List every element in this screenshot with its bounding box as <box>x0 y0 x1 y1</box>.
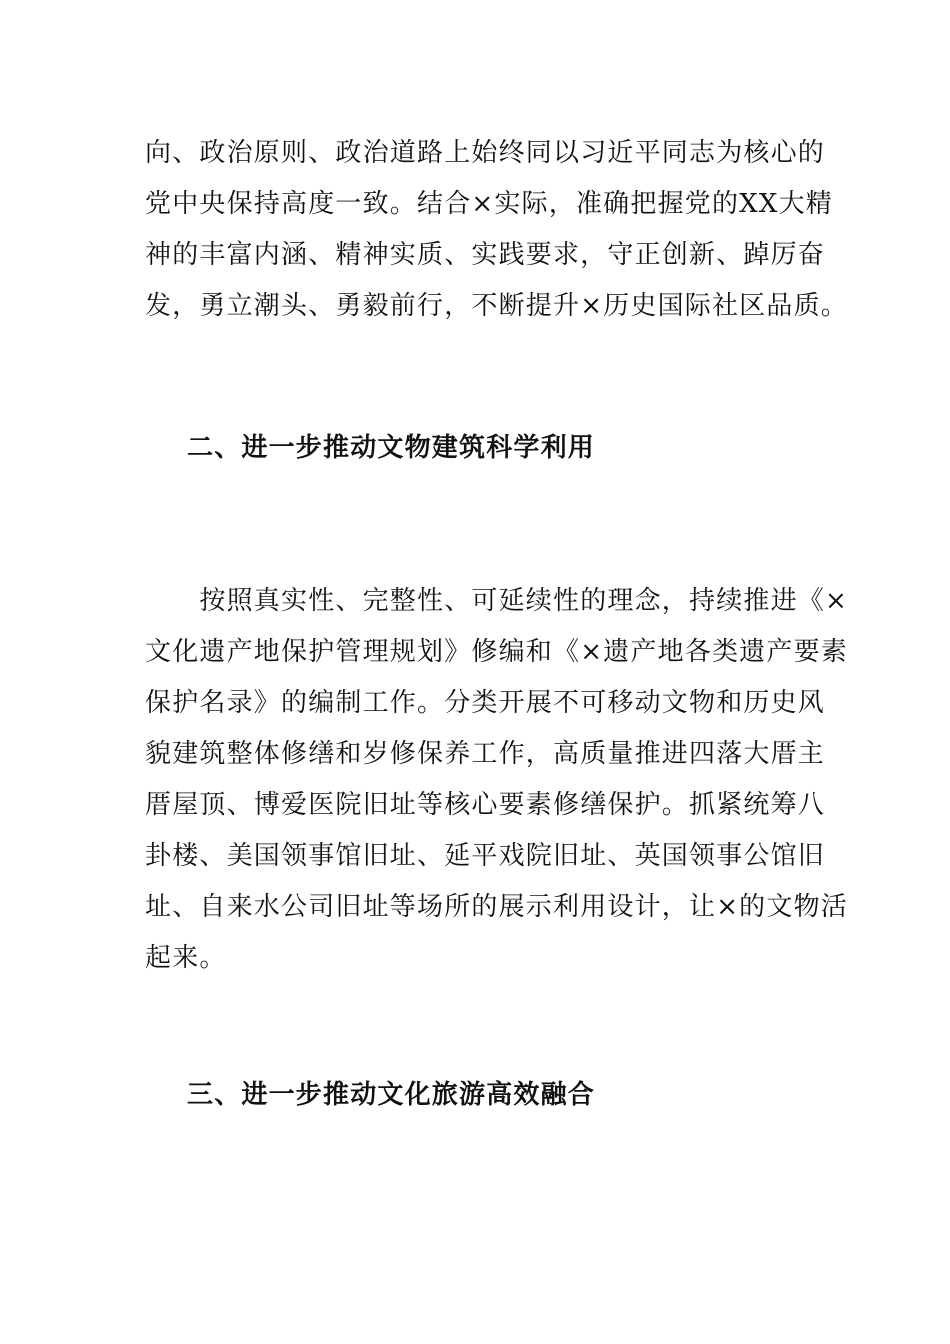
paragraph-party-alignment <box>145 128 848 332</box>
text-line: 神的丰富内涵、精神实质、实践要求，守正创新、踔厉奋 <box>145 240 826 270</box>
text-line: 发，勇立潮头、勇毅前行，不断提升×历史国际社区品质。 <box>145 291 848 321</box>
text-line: 址、自来水公司旧址等场所的展示利用设计，让×的文物活 <box>145 892 848 922</box>
text-line: 文化遗产地保护管理规划》修编和《×遗产地各类遗产要素 <box>145 637 848 667</box>
text-line: 厝屋顶、博爱医院旧址等核心要素修缮保护。抓紧统筹八 <box>145 790 826 820</box>
text-line: 卦楼、美国领事馆旧址、延平戏院旧址、英国领事公馆旧 <box>145 841 826 871</box>
text-line: 起来。 <box>145 943 227 973</box>
text-line: 貌建筑整体修缮和岁修保养工作，高质量推进四落大厝主 <box>145 739 826 769</box>
section-heading-3: 三、进一步推动文化旅游高效融合 <box>187 1080 596 1110</box>
text-line: 党中央保持高度一致。结合×实际，准确把握党的XX大精 <box>145 189 834 219</box>
text-line: 向、政治原则、政治道路上始终同以习近平同志为核心的 <box>145 138 826 168</box>
section-heading-2: 二、进一步推动文物建筑科学利用 <box>187 433 596 463</box>
paragraph-heritage-utilization <box>145 576 848 984</box>
text-line: 保护名录》的编制工作。分类开展不可移动文物和历史风 <box>145 688 826 718</box>
text-line: 按照真实性、完整性、可延续性的理念，持续推进《× <box>145 586 848 616</box>
